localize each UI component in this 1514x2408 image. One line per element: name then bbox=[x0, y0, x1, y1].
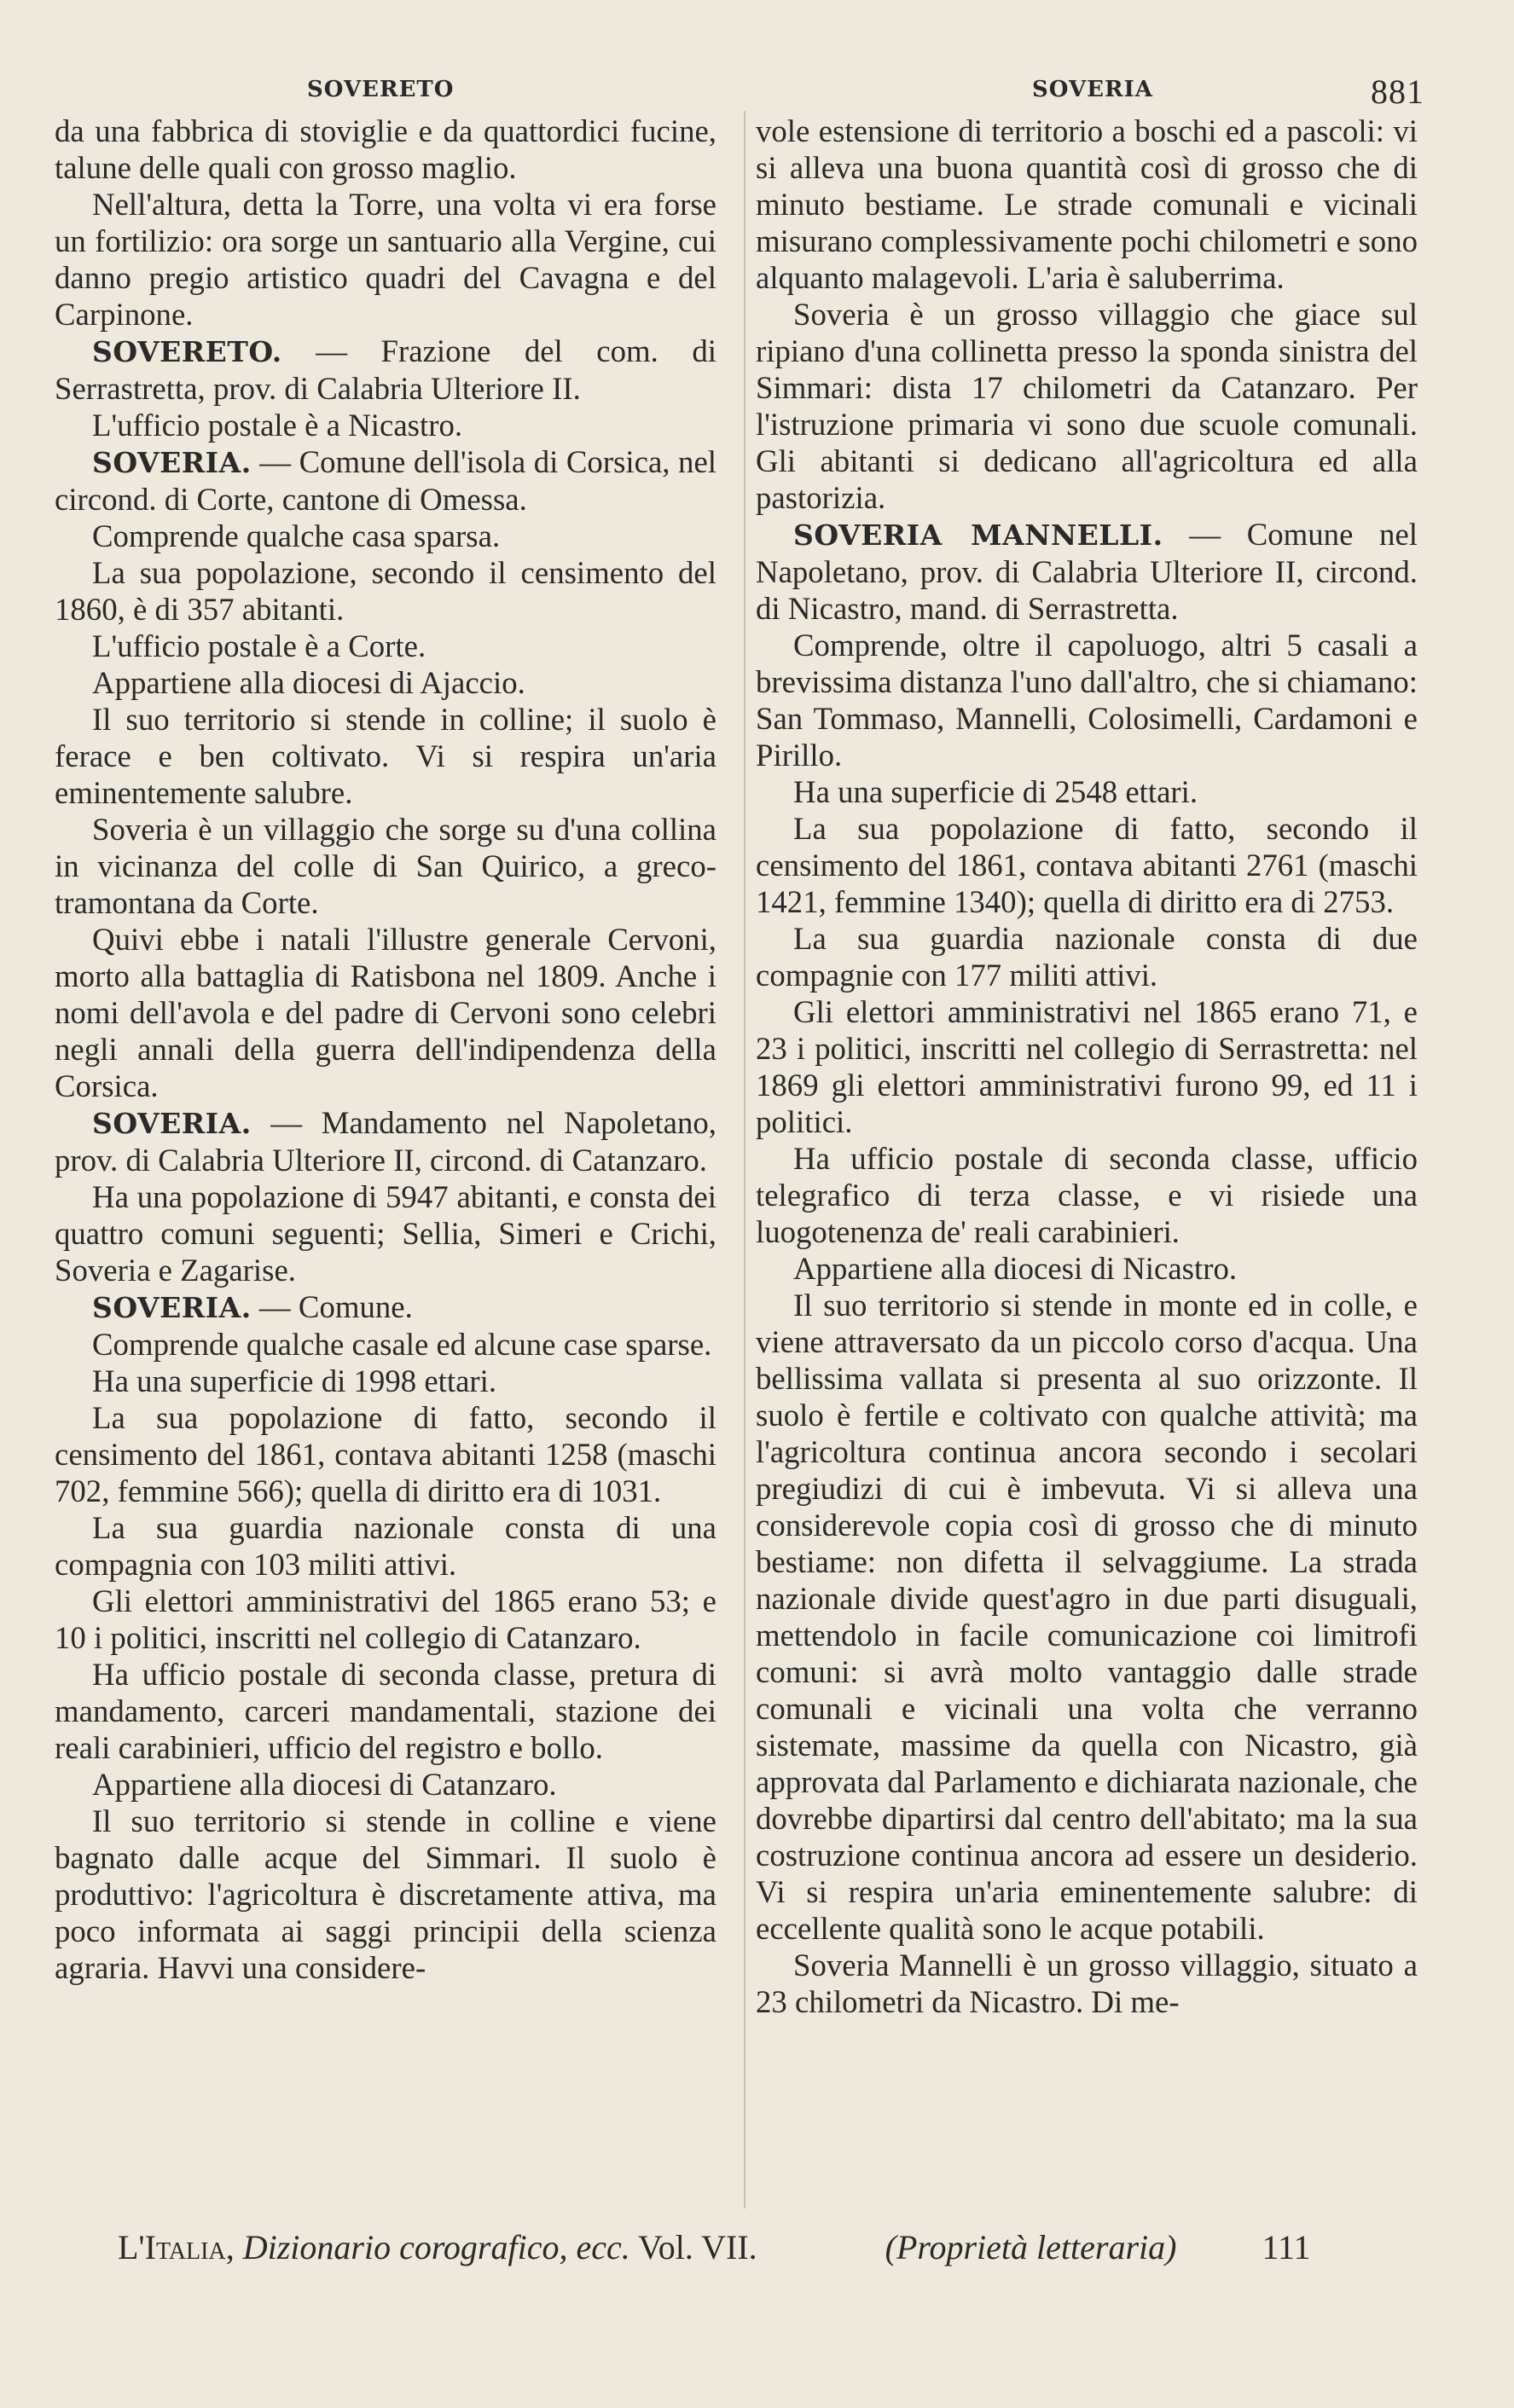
paragraph-text: La sua popolazione di fatto, secondo il censimento del 1861, contava abitanti 2761 (maschi 1421, femmine 1340); quella di diritto era di 2753. bbox=[756, 811, 1418, 919]
running-head-right: SOVERIA bbox=[1032, 77, 1153, 102]
paragraph-text: — Frazione del com. di Serrastretta, prov. di Calabria Ulteriore II. bbox=[55, 333, 716, 406]
paragraph-text: — Mandamento nel Napoletano, prov. di Calabria Ulteriore II, circond. di Catanzaro. bbox=[55, 1105, 716, 1178]
paragraph bbox=[756, 920, 1418, 993]
page-number: 881 bbox=[1371, 72, 1424, 111]
paragraph bbox=[55, 186, 716, 333]
paragraph bbox=[55, 1178, 716, 1288]
footer-signature: 111 bbox=[1262, 2228, 1311, 2266]
footer-volume: Vol. VII. bbox=[638, 2228, 757, 2266]
paragraph bbox=[55, 921, 716, 1104]
paragraph bbox=[55, 1363, 716, 1399]
paragraph-text: vole estensione di territorio a boschi ed a pascoli: vi si alleva una buona quantità così di grosso che di minuto bestiame. Le strade comunali e vicinali misurano complessivamente pochi chilometri e sono alquanto malagevoli. L'aria è saluberrima. bbox=[756, 113, 1418, 295]
paragraph bbox=[756, 1140, 1418, 1250]
paragraph bbox=[55, 664, 716, 701]
paragraph bbox=[55, 701, 716, 811]
paragraph bbox=[55, 1104, 716, 1178]
paragraph-text: L'ufficio postale è a Nicastro. bbox=[92, 408, 463, 443]
paragraph bbox=[756, 516, 1418, 627]
column-divider bbox=[744, 111, 745, 2208]
entry-headword: SOVERIA. bbox=[92, 1107, 252, 1140]
paragraph-text: La sua popolazione, secondo il censimento del 1860, è di 357 abitanti. bbox=[55, 555, 716, 627]
paragraph bbox=[55, 1583, 716, 1656]
paragraph bbox=[756, 1250, 1418, 1287]
paragraph-text: Soveria Mannelli è un grosso villaggio, situato a 23 chilometri da Nicastro. Di me- bbox=[756, 1948, 1418, 2019]
paragraph-text: Il suo territorio si stende in monte ed in colle, e viene attraversato da un piccolo corso d'acqua. Una bellissima vallata si presenta al suo orizzonte. Il suolo è fertile e coltivato con qualche attività; ma l'agricoltura continua ancora secondo i secolari pregiudizi di cui è imbevuta. Vi si alleva una considerevole copia così di grosso che di minuto bestiame: non difetta il selvaggiume. La strada nazionale divide quest'agro in due parti disuguali, mettendolo in facile comunicazione coi limitrofi comuni: si avrà molto vantaggio dalle strade comunali e vicinali una volta che verranno sistemate, massime da quella con Nicastro, già approvata dal Parlamento e dichiarata nazionale, che dovrebbe dipartirsi dal centro dell'abitato; ma la sua costruzione continua ancora ad essere un desiderio. Vi si respira un'aria eminentemente salubre: di eccellente qualità sono le acque potabili. bbox=[756, 1288, 1418, 1946]
paragraph bbox=[756, 993, 1418, 1140]
paragraph bbox=[55, 518, 716, 554]
paragraph-text: Comprende qualche casale ed alcune case sparse. bbox=[92, 1327, 712, 1362]
paragraph-text: Ha una popolazione di 5947 abitanti, e consta dei quattro comuni seguenti; Sellia, Simeri e Crichi, Soveria e Zagarise. bbox=[55, 1179, 716, 1288]
paragraph bbox=[55, 628, 716, 664]
paragraph-text: Comprende, oltre il capoluogo, altri 5 casali a brevissima distanza l'uno dall'altro, che si chiamano: San Tommaso, Mannelli, Colosimelli, Cardamoni e Pirillo. bbox=[756, 628, 1418, 773]
footer-italia: L'Italia, bbox=[118, 2228, 235, 2266]
paragraph-text: Nell'altura, detta la Torre, una volta vi era forse un fortilizio: ora sorge un santuario alla Vergine, cui danno pregio artistico quadri del Cavagna e del Carpinone. bbox=[55, 187, 716, 332]
paragraph bbox=[756, 773, 1418, 810]
paragraph bbox=[756, 113, 1418, 296]
page-footer bbox=[118, 2227, 1397, 2267]
paragraph-text: Ha ufficio postale di seconda classe, ufficio telegrafico di terza classe, e vi risiede una luogotenenza de' reali carabinieri. bbox=[756, 1141, 1418, 1249]
paragraph-text: Ha una superficie di 1998 ettari. bbox=[92, 1363, 497, 1398]
footer-proprieta: (Proprietà letteraria) bbox=[885, 2228, 1177, 2266]
paragraph-text: Ha ufficio postale di seconda classe, pretura di mandamento, carceri mandamentali, stazione dei reali carabinieri, ufficio del registro e bollo. bbox=[55, 1657, 716, 1765]
paragraph bbox=[756, 627, 1418, 773]
paragraph bbox=[55, 1288, 716, 1326]
paragraph-text: Appartiene alla diocesi di Nicastro. bbox=[793, 1251, 1238, 1286]
left-column bbox=[55, 113, 716, 1986]
paragraph-text: Comprende qualche casa sparsa. bbox=[92, 518, 501, 553]
paragraph bbox=[55, 1656, 716, 1766]
paragraph-text: — Comune dell'isola di Corsica, nel circond. di Corte, cantone di Omessa. bbox=[55, 444, 716, 517]
paragraph-text: Gli elettori amministrativi nel 1865 erano 71, e 23 i politici, inscritti nel collegio di Serrastretta: nel 1869 gli elettori amministrativi furono 99, ed 11 i politici. bbox=[756, 994, 1418, 1139]
entry-headword: SOVERIA. bbox=[92, 1291, 252, 1324]
paragraph-text: La sua guardia nazionale consta di due compagnie con 177 militi attivi. bbox=[756, 921, 1418, 993]
entry-headword: SOVERIA. bbox=[92, 446, 252, 479]
paragraph-text: Soveria è un villaggio che sorge su d'una collina in vicinanza del colle di San Quirico, a greco-tramontana da Corte. bbox=[55, 812, 716, 920]
paragraph-text: Il suo territorio si stende in colline; il suolo è ferace e ben coltivato. Vi si respira un'aria eminentemente salubre. bbox=[55, 702, 716, 810]
paragraph-text: La sua guardia nazionale consta di una compagnia con 103 militi attivi. bbox=[55, 1510, 716, 1582]
right-column bbox=[756, 113, 1418, 2020]
paragraph-text: Gli elettori amministrativi del 1865 erano 53; e 10 i politici, inscritti nel collegio di Catanzaro. bbox=[55, 1583, 716, 1655]
paragraph-text: da una fabbrica di stoviglie e da quattordici fucine, talune delle quali con grosso maglio. bbox=[55, 113, 716, 185]
paragraph-text: — Comune. bbox=[251, 1289, 413, 1324]
footer-dizionario: Dizionario corografico, ecc. bbox=[242, 2228, 630, 2266]
entry-headword: SOVERETO. bbox=[92, 335, 282, 368]
paragraph bbox=[55, 333, 716, 407]
entry-headword: SOVERIA MANNELLI. bbox=[793, 518, 1163, 552]
paragraph bbox=[756, 1947, 1418, 2020]
paragraph bbox=[55, 113, 716, 186]
paragraph bbox=[55, 554, 716, 628]
paragraph-text: La sua popolazione di fatto, secondo il censimento del 1861, contava abitanti 1258 (maschi 702, femmine 566); quella di diritto era di 1031. bbox=[55, 1400, 716, 1508]
paragraph-text: Appartiene alla diocesi di Ajaccio. bbox=[92, 665, 525, 700]
running-head-left: SOVERETO bbox=[307, 77, 455, 102]
paragraph bbox=[55, 407, 716, 443]
paragraph bbox=[55, 1803, 716, 1986]
paragraph-text: Appartiene alla diocesi di Catanzaro. bbox=[92, 1767, 557, 1802]
paragraph-text: — Comune nel Napoletano, prov. di Calabria Ulteriore II, circond. di Nicastro, mand. di Serrastretta. bbox=[756, 517, 1418, 626]
paragraph bbox=[756, 296, 1418, 516]
paragraph-text: Quivi ebbe i natali l'illustre generale Cervoni, morto alla battaglia di Ratisbona nel 1809. Anche i nomi dell'avola e del padre di Cervoni sono celebri negli annali della guerra dell'indipendenza della Corsica. bbox=[55, 922, 716, 1103]
paragraph bbox=[756, 810, 1418, 920]
paragraph-text: Ha una superficie di 2548 ettari. bbox=[793, 774, 1198, 809]
paragraph bbox=[55, 443, 716, 518]
paragraph bbox=[55, 1509, 716, 1583]
paragraph-text: L'ufficio postale è a Corte. bbox=[92, 628, 426, 663]
paragraph bbox=[55, 811, 716, 921]
paragraph bbox=[756, 1287, 1418, 1947]
paragraph bbox=[55, 1326, 716, 1363]
paragraph-text: Soveria è un grosso villaggio che giace sul ripiano d'una collinetta presso la sponda sinistra del Simmari: dista 17 chilometri da Catanzaro. Per l'istruzione primaria vi sono due scuole comunali. Gli abitanti si dedicano all'agricoltura ed alla pastorizia. bbox=[756, 297, 1418, 515]
paragraph bbox=[55, 1399, 716, 1509]
paragraph-text: Il suo territorio si stende in colline e viene bagnato dalle acque del Simmari. Il suolo è produttivo: l'agricoltura è discretamente attiva, ma poco informata ai saggi principii della scienza agraria. Havvi una considere- bbox=[55, 1803, 716, 1985]
paragraph bbox=[55, 1766, 716, 1803]
